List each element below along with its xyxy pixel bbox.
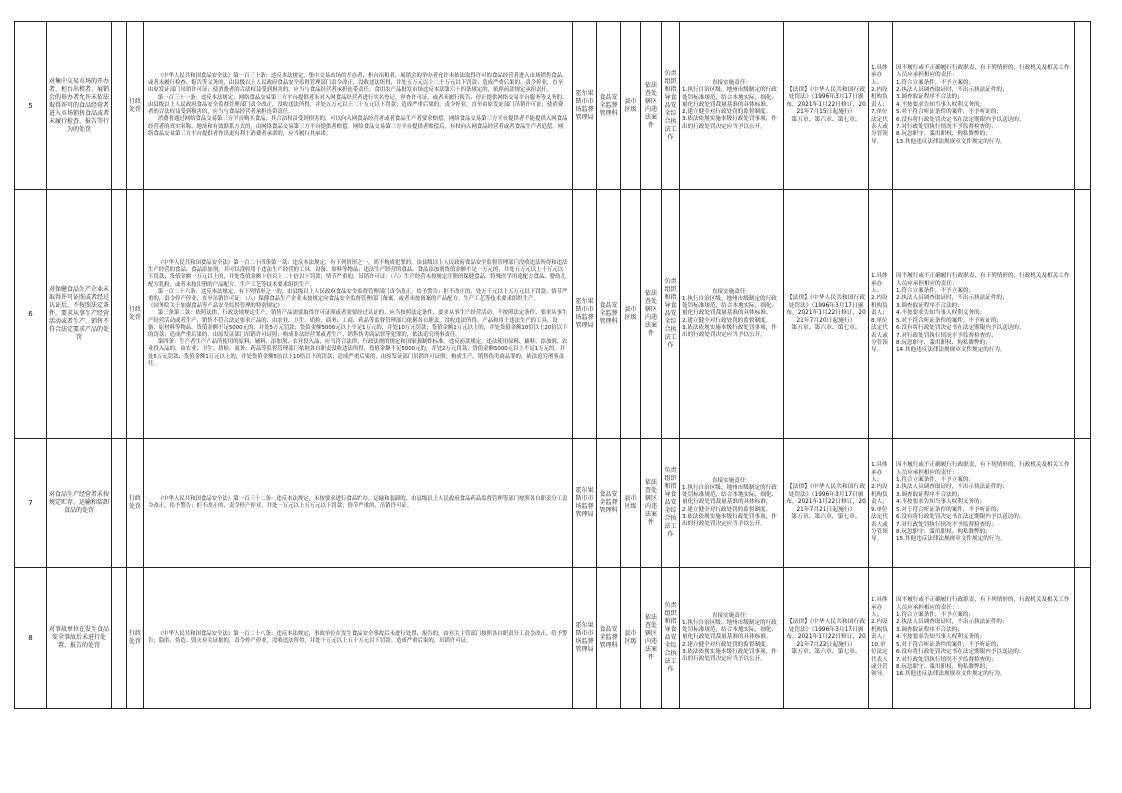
person-line: 8.单位法定代表人或分管领导。	[871, 317, 888, 354]
case-line: 4.不按要求告知当事人权利义务的；	[896, 499, 986, 506]
responsible-unit: 负责组织和指导食品安全综合执法工作	[662, 22, 680, 190]
resp-line: 1.执行自治区级、地州市级制定的行政处罚标准规范，结合本地实际，细化、量化行政处罚裁量基准的具体标准。	[682, 484, 778, 506]
basis-paragraph: 第一百二十六条：违反本法规定，有下列情形之一的，由县级以上人民政府食品安全监督管理部门责令改正，给予警告；拒不改正的，处五千元以上五万元以下罚款；情节严重的，责令停产停业，直至吊销许可证：（八）保健食品生产企业未按规定向食品安全监督管理部门备案，或者未按备案的产品配方、生产工艺等技术要求组织生产。	[148, 288, 568, 302]
case-line: 因不履行或不正确履行行政职责，有下列情形的，行政机关及相关工作人员应承担相应的责任：	[896, 64, 1070, 79]
implementing-org: 霍尔果斯市市场监督管理局	[573, 190, 597, 439]
item-type: 行政处罚	[127, 22, 144, 190]
responsible-dept: 食品安全监督管理科	[597, 190, 621, 439]
responsibility-basis	[784, 568, 869, 709]
blank-cell	[1075, 568, 1091, 709]
responsible-unit: 负责组织和指导食品安全综合执法工作	[662, 190, 680, 439]
legal-basis	[144, 22, 573, 190]
responsibility-items	[680, 568, 784, 709]
responsible-dept: 食品安全监督管理科	[597, 439, 621, 568]
resp-heading: 直接实施责任：	[711, 612, 752, 619]
case-line: 2.执法人员调查取证时，不出示执法证件的；	[896, 619, 1008, 626]
case-line: 8.玩忽职守、滥用职权、徇私舞弊的；	[896, 663, 991, 670]
responsibility-items	[680, 22, 784, 190]
accountability-cases	[893, 22, 1075, 190]
exercise-content: 依法查处辖区内违法案件	[641, 439, 662, 568]
case-line: 6.没有将行政处罚决定书在法定期限内予以送达的；	[896, 649, 1025, 656]
case-line: 7.对行政处罚执行情况不予监督检查的；	[896, 124, 997, 131]
responsibility-items	[680, 439, 784, 568]
resp-line: 2.建立健全对行政处罚的监督制度。	[682, 641, 772, 648]
exercise-content: 依法查处辖区内违法案件	[641, 22, 662, 190]
basis-paragraph: 消费者通过网络食品交易第三方平台购买食品，其合法权益受到损害的，可以向入网食品经营者或者食品生产者要求赔偿。网络食品交易第三方平台提供者不能提供入网食品经营者的真实名称、地址和有效联系方式的，由网络食品交易第三方平台提供者赔偿。网络食品交易第三方平台提供者赔偿后，有权向入网食品经营者或者食品生产者追偿。网络食品交易第三方平台提供者作出更有利于消费者承诺的，应当履行其承诺。	[148, 116, 568, 137]
basis-paragraph: 《中华人民共和国食品安全法》第一百二十四条第一款：违反本法规定，有下列情形之一，尚不构成犯罪的，由县级以上人民政府食品安全监督管理部门没收违法所得和违法生产经营的食品、食品添加剂，并可以没收用于违法生产经营的工具、设备、原料等物品；违法生产经营的食品、食品添加剂货值金额不足一万元的，并处五万元以上十万元以下罚款；货值金额一万元以上的，并处货值金额十倍以上二十倍以下罚款；情节严重的，吊销许可证：（六）生产经营未按规定注册的保健食品、特殊医学用途配方食品、婴幼儿配方乳粉，或者未按注册的产品配方、生产工艺等技术要求组织生产。	[148, 259, 568, 288]
person-line: 2.内设机构负责人；	[871, 295, 888, 317]
basis-paragraph: 第四条：生产者生产产品所使用的原料、辅料、添加剂、农业投入品，应当符合法律、行政法规的规定和国家强制性标准。违反前款规定，违法使用原料、辅料、添加剂、农业投入品的，由农业、卫生、质检、商务、药品等监督管理部门依据各自职责没收违法所得，货值金额不足5000元的，并处2万元罚款；货值金额5000元以上不足1万元的，并处5万元罚款；货值金额1万元以上的，并处货值金额5倍以上10倍以下的罚款；造成严重后果的，由原发证部门吊销许可证照；构成生产、销售伪劣商品罪的，依法追究刑事责任。	[148, 339, 568, 367]
responsible-persons	[869, 568, 893, 709]
case-line: 2.执法人员调查取证时，不出示执法证件的；	[896, 484, 1008, 491]
case-line: 1.符合立案条件，不予立案的；	[896, 612, 975, 619]
resp-line: 2.建立健全对行政处罚的监督制度。	[682, 317, 772, 324]
case-line: 6.没有将行政处罚决定书在法定期限内予以送达的；	[896, 514, 1025, 521]
resp-line: 3.依法依规实施本级行政处罚事项，作出的行政处罚决定应当予以公开。	[682, 324, 777, 338]
law-line: 【法律】《中华人民共和国行政处罚法》（1996年3月17日颁布，2021年1月22日修订，2021年7月21日起施行）	[786, 484, 866, 513]
legal-basis	[144, 190, 573, 439]
legal-basis	[144, 439, 573, 568]
item-name: 对保健食品生产企业未取得许可证照或者经过认证后，不按照法定条件，要求从事生产经营活动或者生产、销售不符合法定要求产品的处罚	[47, 190, 112, 439]
case-line: 5.对于符合听证条件的案件，不予听证的；	[896, 317, 1003, 324]
responsible-dept: 食品安全监督管理科	[597, 568, 621, 709]
law-line: 【法律】《中华人民共和国行政处罚法》（1996年3月17日颁布，2021年1月22日修订，2021年7月22日起施行）	[786, 619, 866, 648]
exercise-level: 县市区级	[621, 568, 641, 709]
case-line: 3.调查取证程序不合法的；	[896, 626, 963, 633]
person-line: 1.具体承办人；	[871, 597, 888, 619]
responsible-unit: 负责组织和指导食品安全综合执法工作	[662, 439, 680, 568]
responsibility-items	[680, 190, 784, 439]
accountability-cases	[893, 568, 1075, 709]
power-list-table	[14, 21, 1091, 709]
case-line: 3.调查取证程序不合法的；	[896, 302, 963, 309]
person-line: 1.具体承办人；	[871, 273, 888, 295]
person-line: 7.单位法定代表人或分管领导。	[871, 109, 888, 145]
resp-line: 2.建立健全对行政处罚的监督制度。	[682, 506, 772, 513]
responsible-dept: 食品安全监督管理科	[597, 22, 621, 190]
resp-line: 2.建立健全对行政处罚的监督制度。	[682, 109, 772, 116]
exercise-content: 依法查处辖区内违法案件	[641, 190, 662, 439]
case-line: 5.对于符合听证条件的案件，不予听证的；	[896, 641, 1003, 648]
case-line: 5.对于符合听证条件的案件，不予听证的；	[896, 506, 1003, 513]
case-line: 因不履行或不正确履行行政职责，有下列情形的，行政机关及相关工作人员应承担相应的责任：	[896, 273, 1070, 287]
law-line: 第五章、第六章、第七章。	[791, 649, 861, 656]
table-row	[15, 22, 1091, 190]
case-line: 4.不按要求告知当事人权利义务的；	[896, 310, 986, 317]
implementing-org: 霍尔果斯市市场监督管理局	[573, 22, 597, 190]
resp-heading: 直接实施责任：	[711, 288, 752, 295]
basis-paragraph: 第三条第二款：依照法律、行政法规规定生产、销售产品需要取得许可证照或者需要经过认证的，应当按照法定条件、要求从事生产经营活动。不按照法定条件、要求从事生产经营活动或者生产、销售不符合法定要求产品的，由农业、卫生、质检、商务、工商、药品等监督管理部门依据各自职责，没收违法所得、产品和用于违法生产的工具、设备、原材料等物品，货值金额不足5000元的，并处5万元罚款；货值金额5000元以上不足1万元的，并处10万元罚款；货值金额1万元以上的，并处货值金额10倍以上20倍以下的罚款；造成严重后果的，由原发证部门吊销许可证照；构成非法经营罪或者生产、销售伪劣商品罪等犯罪的，依法追究刑事责任。	[148, 310, 568, 338]
law-line: 第五章、第六章、第七章。	[791, 325, 861, 332]
person-line: 10.单位法定代表人或分管领导。	[871, 641, 888, 678]
table-row	[15, 568, 1091, 709]
case-line: 4.不按要求告知当事人权利义务的；	[896, 101, 986, 108]
blank-cell	[112, 568, 127, 709]
person-line: 2.内设机构负责人；	[871, 484, 888, 506]
item-name: 对事故单位在发生食品安全事故后未进行处置、报告的处罚	[47, 568, 112, 709]
case-line: 8.玩忽职守、滥用职权、徇私舞弊的；	[896, 339, 991, 346]
item-type: 行政处罚	[127, 190, 144, 439]
person-line: 2.内设机构负责人；	[871, 86, 888, 108]
case-line: 2.执法人员调查取证时，不出示执法证件的；	[896, 295, 1008, 302]
implementing-org: 霍尔果斯市市场监督管理局	[573, 439, 597, 568]
case-line: 8.玩忽职守、滥用职权、徇私舞弊的；	[896, 131, 991, 138]
case-line: 14.其他违反法律法规规章文件规定的行为。	[896, 347, 1006, 354]
person-line: 1.具体承办人；	[871, 462, 888, 484]
case-line: 1.符合立案条件，不予立案的；	[896, 477, 975, 484]
law-line: 第五章、第六章、第七章。	[791, 514, 861, 521]
responsibility-basis	[784, 190, 869, 439]
item-type: 行政处罚	[127, 439, 144, 568]
blank-cell	[1075, 22, 1091, 190]
case-line: 7.对行政处罚执行情况不予监督检查的；	[896, 521, 997, 528]
resp-line: 1.执行自治区级、地州市级制定的行政处罚标准规范，结合本地实际，细化、量化行政处罚裁量基准的具体标准。	[682, 87, 778, 108]
basis-paragraph: 第一百三十一条：违反本法规定，网络食品交易第三方平台提供者未对入网食品经营者进行实名登记、审查许可证，或者未履行报告、停止提供网络交易平台服务等义务的，由县级以上人民政府食品安全监督管理部门责令改正，没收违法所得，并处五万元以上二十万元以下罚款；造成严重后果的，责令停业，直至由原发证部门吊销许可证；使消费者的合法权益受到损害的，应当与食品经营者承担连带责任。	[148, 94, 568, 116]
case-line: 6.没有将行政处罚决定书在法定期限内予以送达的；	[896, 116, 1025, 123]
exercise-level: 县市区级	[621, 22, 641, 190]
blank-cell	[1075, 439, 1091, 568]
case-line: 1.符合立案条件，不予立案的；	[896, 79, 975, 86]
responsible-unit: 负责组织和指导食品安全综合执法工作	[662, 568, 680, 709]
case-line: 15.其他违反法律法规规章文件规定的行为。	[896, 536, 1006, 543]
responsibility-basis	[784, 439, 869, 568]
basis-paragraph: 《国务院关于加强食品等产品安全监督管理的特别规定》	[148, 303, 283, 310]
exercise-level: 县市区级	[621, 190, 641, 439]
blank-cell	[112, 439, 127, 568]
case-line: 16.其他违反法律法规规章文件规定的行为。	[896, 671, 1006, 678]
table-row	[15, 439, 1091, 568]
case-line: 3.调查取证程序不合法的；	[896, 94, 963, 101]
case-line: 2.执法人员调查取证时，不出示执法证件的；	[896, 86, 1008, 93]
basis-paragraph: 《中华人民共和国食品安全法》第一百二十八条：违反本法规定，事故单位在发生食品安全事故后未进行处置、报告的，由有关主管部门按照各自职责分工责令改正，给予警告；隐匿、伪造、毁灭有关证据的，责令停产停业，没收违法所得，并处十万元以上五十万元以下罚款；造成严重后果的，吊销许可证。	[148, 630, 568, 644]
responsible-persons	[869, 439, 893, 568]
case-line: 5.对于符合听证条件的案件，不予听证的；	[896, 109, 1003, 116]
blank-cell	[1075, 190, 1091, 439]
item-name: 对集中交易市场的开办者、柜台出租者、展销会的举办者允许未依法取得许可的食品经营者进入市场销售食品或者未履行检查、报告等行为的处罚	[47, 22, 112, 190]
responsibility-basis	[784, 22, 869, 190]
table-row	[15, 190, 1091, 439]
law-line: 【法律】《中华人民共和国行政处罚法》（1996年3月17日颁布，2021年1月22日修订，2021年7月20日起施行）	[786, 295, 866, 324]
basis-paragraph: 《中华人民共和国食品安全法》第一百三十条：违反本法规定，集中交易市场的开办者、柜台出租者、展销会的举办者允许未依法取得许可的食品经营者进入市场销售食品，或者未履行检查、报告等义务的，由县级以上人民政府食品安全监督管理部门责令改正，没收违法所得，并处五万元以上二十万元以下罚款；造成严重后果的，责令停业，直至由原发证部门吊销许可证；使消费者的合法权益受到损害的，应当与食品经营者承担连带责任。食用农产品批发市场违反本法第六十四条规定的，依照前款规定承担责任。	[148, 73, 568, 94]
case-line: 因不履行或不正确履行行政职责，有下列情形的，行政机关及相关工作人员应承担相应的责任：	[896, 462, 1070, 476]
person-line: 9.单位法定代表人或分管领导。	[871, 506, 888, 543]
law-line: 【法律】《中华人民共和国行政处罚法》（1996年3月17日颁布，2021年1月22日修订，2021年7月15日起施行）	[786, 86, 866, 116]
resp-line: 1.执行自治区级、地州市级制定的行政处罚标准规范，结合本地实际，细化、量化行政处罚裁量基准的具体标准。	[682, 619, 778, 641]
case-line: 7.对行政处罚执行情况不予监督检查的；	[896, 656, 997, 663]
person-line: 1.具体承办人；	[871, 64, 888, 86]
case-line: 8.玩忽职守、滥用职权、徇私舞弊的；	[896, 528, 991, 535]
case-line: 4.不按要求告知当事人权利义务的；	[896, 634, 986, 641]
person-line: 2.内设机构负责人；	[871, 619, 888, 641]
exercise-level: 县市区级	[621, 439, 641, 568]
exercise-content: 依法查处辖区内违法案件	[641, 568, 662, 709]
blank-cell	[112, 190, 127, 439]
row-number: 6	[15, 190, 47, 439]
resp-line: 3.依法依规实施本级行政处罚事项，作出的行政处罚决定应当予以公开。	[682, 116, 777, 130]
legal-basis	[144, 568, 573, 709]
row-number: 7	[15, 439, 47, 568]
case-line: 1.符合立案条件，不予立案的；	[896, 288, 975, 295]
resp-line: 3.依法依规实施本级行政处罚事项，作出的行政处罚决定应当予以公开。	[682, 513, 777, 527]
accountability-cases	[893, 439, 1075, 568]
case-line: 因不履行或不正确履行行政职责，有下列情形的，行政机关及相关工作人员应承担相应的责任：	[896, 597, 1070, 611]
resp-line: 1.执行自治区级、地州市级制定的行政处罚标准规范，结合本地实际，细化、量化行政处罚裁量基准的具体标准。	[682, 295, 778, 317]
resp-line: 3.依法依规实施本级行政处罚事项，作出的行政处罚决定应当予以公开。	[682, 648, 777, 662]
row-number: 8	[15, 568, 47, 709]
implementing-org: 霍尔果斯市市场监督管理局	[573, 568, 597, 709]
responsible-persons	[869, 190, 893, 439]
resp-heading: 直接实施责任：	[711, 477, 752, 484]
case-line: 6.没有将行政处罚决定书在法定期限内予以送达的；	[896, 325, 1025, 332]
resp-heading: 直接实施责任：	[711, 80, 752, 87]
basis-paragraph: 《中华人民共和国食品安全法》第一百三十二条：违反本法规定，未按要求进行食品贮存、运输和装卸的，由县级以上人民政府食品药品监督管理等部门按照各自职责分工责令改正，给予警告；拒不改正的，责令停产停业，并处一万元以上五万元以下罚款；情节严重的，吊销许可证。	[148, 495, 568, 509]
law-line: 第五章、第六章、第七章。	[791, 116, 861, 123]
case-line: 13.其他违反法律法规规章文件规定的行为。	[896, 138, 1006, 145]
row-number: 5	[15, 22, 47, 190]
responsible-persons	[869, 22, 893, 190]
accountability-cases	[893, 190, 1075, 439]
item-type: 行政处罚	[127, 568, 144, 709]
case-line: 7.对行政处罚执行情况不予监督检查的；	[896, 332, 997, 339]
case-line: 3.调查取证程序不合法的；	[896, 491, 963, 498]
item-name: 对食品生产经营者未按规定贮存、运输和装卸食品的处罚	[47, 439, 112, 568]
blank-cell	[112, 22, 127, 190]
